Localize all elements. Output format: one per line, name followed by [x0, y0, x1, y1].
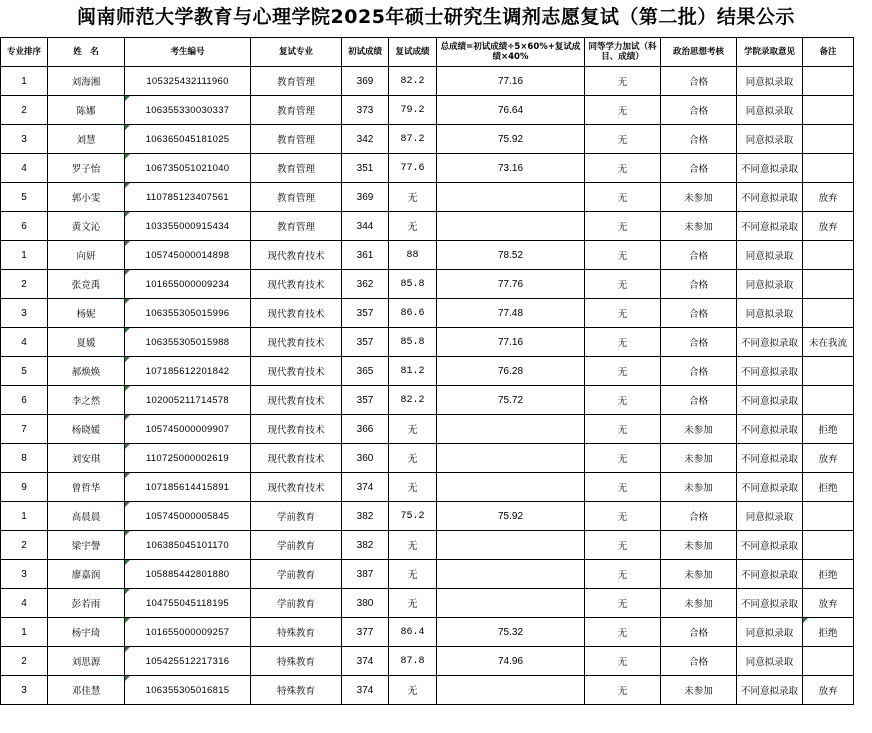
cell-name: 邓佳慧 [48, 676, 125, 705]
table-row [1, 183, 854, 212]
cell-political-review: 未参加 [661, 183, 737, 212]
cell-candidate-id: 105425512217316 [125, 647, 251, 676]
header-remarks: 备注 [803, 38, 854, 67]
cell-equivalent-exam: 无 [585, 67, 661, 96]
cell-retest-score: 无 [389, 415, 437, 444]
cell-remarks [803, 299, 854, 328]
cell-remarks [803, 270, 854, 299]
cell-remarks: 放弃 [803, 589, 854, 618]
cell-major: 现代教育技术 [251, 386, 342, 415]
cell-initial-score: 380 [342, 589, 389, 618]
cell-name: 夏媛 [48, 328, 125, 357]
cell-political-review: 合格 [661, 618, 737, 647]
cell-name: 李之然 [48, 386, 125, 415]
cell-major: 教育管理 [251, 183, 342, 212]
cell-retest-score: 无 [389, 676, 437, 705]
cell-rank: 1 [1, 67, 48, 96]
cell-political-review: 未参加 [661, 212, 737, 241]
cell-major: 教育管理 [251, 154, 342, 183]
cell-retest-score: 81.2 [389, 357, 437, 386]
cell-admission-opinion: 不同意拟录取 [737, 415, 803, 444]
cell-total-score [437, 589, 585, 618]
table-row [1, 502, 854, 531]
cell-major: 特殊教育 [251, 647, 342, 676]
cell-rank: 7 [1, 415, 48, 444]
cell-major: 现代教育技术 [251, 415, 342, 444]
cell-rank: 8 [1, 444, 48, 473]
cell-initial-score: 344 [342, 212, 389, 241]
cell-major: 现代教育技术 [251, 299, 342, 328]
cell-total-score: 76.64 [437, 96, 585, 125]
cell-candidate-id: 105745000014898 [125, 241, 251, 270]
cell-retest-score: 75.2 [389, 502, 437, 531]
cell-admission-opinion: 不同意拟录取 [737, 212, 803, 241]
table-row [1, 386, 854, 415]
cell-total-score [437, 676, 585, 705]
table-row [1, 647, 854, 676]
table-row [1, 531, 854, 560]
header-political-review: 政治思想考核 [661, 38, 737, 67]
cell-retest-score: 无 [389, 444, 437, 473]
cell-name: 郝焕焕 [48, 357, 125, 386]
cell-remarks: 放弃 [803, 183, 854, 212]
cell-political-review: 合格 [661, 125, 737, 154]
cell-remarks [803, 96, 854, 125]
cell-initial-score: 369 [342, 183, 389, 212]
cell-major: 现代教育技术 [251, 328, 342, 357]
cell-candidate-id: 106355305015996 [125, 299, 251, 328]
header-equivalent-exam: 同等学力加试（科目、成绩） [585, 38, 661, 67]
cell-candidate-id: 104755045118195 [125, 589, 251, 618]
cell-total-score: 74.96 [437, 647, 585, 676]
cell-candidate-id: 106355330030337 [125, 96, 251, 125]
cell-rank: 3 [1, 676, 48, 705]
cell-political-review: 合格 [661, 357, 737, 386]
cell-total-score [437, 473, 585, 502]
cell-rank: 5 [1, 357, 48, 386]
cell-candidate-id: 107185614415891 [125, 473, 251, 502]
header-retest-score: 复试成绩 [389, 38, 437, 67]
cell-major: 教育管理 [251, 212, 342, 241]
cell-admission-opinion: 同意拟录取 [737, 299, 803, 328]
cell-remarks [803, 241, 854, 270]
cell-name: 陈娜 [48, 96, 125, 125]
cell-retest-score: 无 [389, 560, 437, 589]
cell-name: 向妍 [48, 241, 125, 270]
table-row [1, 328, 854, 357]
cell-initial-score: 382 [342, 531, 389, 560]
cell-retest-score: 无 [389, 212, 437, 241]
cell-name: 杨妮 [48, 299, 125, 328]
cell-major: 学前教育 [251, 589, 342, 618]
cell-retest-score: 86.4 [389, 618, 437, 647]
cell-equivalent-exam: 无 [585, 531, 661, 560]
cell-initial-score: 357 [342, 299, 389, 328]
cell-initial-score: 373 [342, 96, 389, 125]
cell-rank: 3 [1, 560, 48, 589]
cell-name: 梁宇謦 [48, 531, 125, 560]
cell-remarks: 拒绝 [803, 415, 854, 444]
cell-total-score: 73.16 [437, 154, 585, 183]
cell-candidate-id: 102005211714578 [125, 386, 251, 415]
cell-total-score [437, 560, 585, 589]
cell-retest-score: 85.8 [389, 270, 437, 299]
cell-admission-opinion: 不同意拟录取 [737, 676, 803, 705]
cell-remarks [803, 154, 854, 183]
cell-political-review: 合格 [661, 328, 737, 357]
cell-remarks: 未在我流 [803, 328, 854, 357]
cell-political-review: 合格 [661, 386, 737, 415]
cell-total-score [437, 183, 585, 212]
cell-rank: 6 [1, 386, 48, 415]
cell-total-score [437, 212, 585, 241]
cell-total-score [437, 444, 585, 473]
cell-major: 现代教育技术 [251, 241, 342, 270]
cell-equivalent-exam: 无 [585, 589, 661, 618]
cell-retest-score: 85.8 [389, 328, 437, 357]
cell-equivalent-exam: 无 [585, 386, 661, 415]
cell-equivalent-exam: 无 [585, 676, 661, 705]
cell-candidate-id: 105885442801880 [125, 560, 251, 589]
cell-admission-opinion: 不同意拟录取 [737, 444, 803, 473]
table-row [1, 589, 854, 618]
cell-admission-opinion: 同意拟录取 [737, 67, 803, 96]
cell-equivalent-exam: 无 [585, 212, 661, 241]
cell-major: 教育管理 [251, 96, 342, 125]
table-row [1, 473, 854, 502]
cell-rank: 2 [1, 270, 48, 299]
cell-admission-opinion: 不同意拟录取 [737, 183, 803, 212]
cell-remarks: 拒绝 [803, 473, 854, 502]
cell-major: 现代教育技术 [251, 357, 342, 386]
cell-political-review: 未参加 [661, 589, 737, 618]
table-row [1, 560, 854, 589]
cell-initial-score: 357 [342, 386, 389, 415]
cell-rank: 9 [1, 473, 48, 502]
cell-equivalent-exam: 无 [585, 125, 661, 154]
cell-equivalent-exam: 无 [585, 444, 661, 473]
cell-retest-score: 82.2 [389, 386, 437, 415]
cell-remarks: 放弃 [803, 212, 854, 241]
cell-remarks [803, 647, 854, 676]
cell-political-review: 未参加 [661, 531, 737, 560]
cell-admission-opinion: 同意拟录取 [737, 96, 803, 125]
cell-initial-score: 362 [342, 270, 389, 299]
cell-name: 张竞禹 [48, 270, 125, 299]
table-row [1, 67, 854, 96]
cell-rank: 2 [1, 647, 48, 676]
cell-candidate-id: 106735051021040 [125, 154, 251, 183]
cell-total-score [437, 531, 585, 560]
cell-admission-opinion: 不同意拟录取 [737, 473, 803, 502]
cell-remarks: 拒绝 [803, 618, 854, 647]
cell-retest-score: 无 [389, 183, 437, 212]
cell-candidate-id: 106365045181025 [125, 125, 251, 154]
cell-political-review: 合格 [661, 96, 737, 125]
cell-name: 曾哲华 [48, 473, 125, 502]
cell-admission-opinion: 不同意拟录取 [737, 328, 803, 357]
cell-retest-score: 87.8 [389, 647, 437, 676]
cell-total-score: 77.16 [437, 67, 585, 96]
cell-remarks: 拒绝 [803, 560, 854, 589]
table-row [1, 270, 854, 299]
cell-total-score: 75.72 [437, 386, 585, 415]
cell-initial-score: 365 [342, 357, 389, 386]
cell-initial-score: 374 [342, 473, 389, 502]
cell-initial-score: 377 [342, 618, 389, 647]
cell-admission-opinion: 不同意拟录取 [737, 560, 803, 589]
cell-equivalent-exam: 无 [585, 299, 661, 328]
cell-political-review: 未参加 [661, 415, 737, 444]
cell-rank: 6 [1, 212, 48, 241]
cell-political-review: 未参加 [661, 473, 737, 502]
cell-rank: 1 [1, 502, 48, 531]
table-row [1, 96, 854, 125]
cell-total-score: 75.32 [437, 618, 585, 647]
cell-total-score: 75.92 [437, 125, 585, 154]
cell-rank: 1 [1, 241, 48, 270]
cell-equivalent-exam: 无 [585, 618, 661, 647]
cell-admission-opinion: 不同意拟录取 [737, 386, 803, 415]
cell-candidate-id: 105745000005845 [125, 502, 251, 531]
cell-initial-score: 357 [342, 328, 389, 357]
cell-remarks [803, 531, 854, 560]
cell-name: 杨宇琦 [48, 618, 125, 647]
cell-candidate-id: 110785123407561 [125, 183, 251, 212]
cell-initial-score: 342 [342, 125, 389, 154]
cell-remarks [803, 357, 854, 386]
cell-admission-opinion: 同意拟录取 [737, 618, 803, 647]
cell-initial-score: 374 [342, 647, 389, 676]
cell-admission-opinion: 不同意拟录取 [737, 154, 803, 183]
cell-total-score: 77.76 [437, 270, 585, 299]
table-row [1, 415, 854, 444]
table-row [1, 676, 854, 705]
cell-major: 学前教育 [251, 502, 342, 531]
cell-initial-score: 382 [342, 502, 389, 531]
cell-initial-score: 366 [342, 415, 389, 444]
cell-candidate-id: 106355305016815 [125, 676, 251, 705]
cell-equivalent-exam: 无 [585, 647, 661, 676]
cell-name: 刘安琪 [48, 444, 125, 473]
cell-remarks [803, 386, 854, 415]
cell-candidate-id: 105745000009907 [125, 415, 251, 444]
table-row [1, 357, 854, 386]
header-rank: 专业排序 [1, 38, 48, 67]
results-table [0, 37, 854, 705]
cell-equivalent-exam: 无 [585, 270, 661, 299]
cell-equivalent-exam: 无 [585, 183, 661, 212]
cell-admission-opinion: 不同意拟录取 [737, 357, 803, 386]
cell-equivalent-exam: 无 [585, 357, 661, 386]
table-row [1, 444, 854, 473]
cell-candidate-id: 110725000002619 [125, 444, 251, 473]
cell-name: 刘海湘 [48, 67, 125, 96]
cell-equivalent-exam: 无 [585, 154, 661, 183]
cell-retest-score: 无 [389, 531, 437, 560]
cell-remarks: 放弃 [803, 676, 854, 705]
cell-candidate-id: 101655000009234 [125, 270, 251, 299]
header-name: 姓 名 [48, 38, 125, 67]
cell-remarks: 放弃 [803, 444, 854, 473]
cell-equivalent-exam: 无 [585, 560, 661, 589]
table-row [1, 299, 854, 328]
cell-total-score: 76.28 [437, 357, 585, 386]
cell-political-review: 合格 [661, 299, 737, 328]
cell-admission-opinion: 同意拟录取 [737, 241, 803, 270]
cell-rank: 3 [1, 299, 48, 328]
cell-rank: 2 [1, 96, 48, 125]
cell-total-score: 77.16 [437, 328, 585, 357]
cell-admission-opinion: 同意拟录取 [737, 125, 803, 154]
cell-initial-score: 374 [342, 676, 389, 705]
table-row [1, 212, 854, 241]
cell-admission-opinion: 不同意拟录取 [737, 589, 803, 618]
cell-name: 高晨晨 [48, 502, 125, 531]
cell-major: 特殊教育 [251, 676, 342, 705]
cell-name: 彭若雨 [48, 589, 125, 618]
cell-major: 现代教育技术 [251, 473, 342, 502]
table-row [1, 618, 854, 647]
cell-name: 廖嘉润 [48, 560, 125, 589]
cell-retest-score: 无 [389, 473, 437, 502]
table-row [1, 241, 854, 270]
cell-initial-score: 360 [342, 444, 389, 473]
cell-name: 刘慧 [48, 125, 125, 154]
cell-retest-score: 77.6 [389, 154, 437, 183]
page-title: 闽南师范大学教育与心理学院2025年硕士研究生调剂志愿复试（第二批）结果公示 [77, 6, 795, 28]
cell-political-review: 合格 [661, 67, 737, 96]
cell-political-review: 未参加 [661, 444, 737, 473]
header-admission-opinion: 学院录取意见 [737, 38, 803, 67]
cell-name: 刘思源 [48, 647, 125, 676]
header-candidate-id: 考生编号 [125, 38, 251, 67]
cell-remarks [803, 502, 854, 531]
cell-political-review: 合格 [661, 270, 737, 299]
header-major: 复试专业 [251, 38, 342, 67]
cell-equivalent-exam: 无 [585, 96, 661, 125]
cell-remarks [803, 67, 854, 96]
cell-major: 教育管理 [251, 125, 342, 154]
cell-political-review: 合格 [661, 502, 737, 531]
cell-equivalent-exam: 无 [585, 241, 661, 270]
cell-major: 学前教育 [251, 531, 342, 560]
header-row [1, 38, 854, 67]
cell-retest-score: 79.2 [389, 96, 437, 125]
cell-equivalent-exam: 无 [585, 502, 661, 531]
header-total-score: 总成绩=初试成绩÷5×60%+复试成绩×40% [437, 38, 585, 67]
cell-candidate-id: 103355000915434 [125, 212, 251, 241]
cell-retest-score: 88 [389, 241, 437, 270]
cell-retest-score: 87.2 [389, 125, 437, 154]
cell-equivalent-exam: 无 [585, 473, 661, 502]
cell-rank: 3 [1, 125, 48, 154]
header-initial-score: 初试成绩 [342, 38, 389, 67]
cell-admission-opinion: 同意拟录取 [737, 270, 803, 299]
cell-rank: 4 [1, 154, 48, 183]
cell-political-review: 未参加 [661, 560, 737, 589]
cell-admission-opinion: 不同意拟录取 [737, 531, 803, 560]
cell-total-score [437, 415, 585, 444]
cell-rank: 4 [1, 328, 48, 357]
cell-major: 现代教育技术 [251, 270, 342, 299]
cell-name: 杨晓媛 [48, 415, 125, 444]
cell-rank: 1 [1, 618, 48, 647]
cell-name: 罗子怡 [48, 154, 125, 183]
cell-candidate-id: 107185612201842 [125, 357, 251, 386]
cell-retest-score: 82.2 [389, 67, 437, 96]
cell-initial-score: 361 [342, 241, 389, 270]
cell-candidate-id: 106385045101170 [125, 531, 251, 560]
cell-remarks [803, 125, 854, 154]
cell-candidate-id: 106355305015988 [125, 328, 251, 357]
cell-initial-score: 369 [342, 67, 389, 96]
cell-name: 黄文沁 [48, 212, 125, 241]
cell-major: 学前教育 [251, 560, 342, 589]
cell-equivalent-exam: 无 [585, 328, 661, 357]
cell-total-score: 77.48 [437, 299, 585, 328]
cell-retest-score: 86.6 [389, 299, 437, 328]
cell-name: 郭小雯 [48, 183, 125, 212]
cell-rank: 4 [1, 589, 48, 618]
cell-political-review: 合格 [661, 154, 737, 183]
cell-admission-opinion: 同意拟录取 [737, 647, 803, 676]
cell-total-score: 75.92 [437, 502, 585, 531]
cell-initial-score: 387 [342, 560, 389, 589]
cell-initial-score: 351 [342, 154, 389, 183]
cell-political-review: 合格 [661, 647, 737, 676]
table-row [1, 125, 854, 154]
cell-admission-opinion: 同意拟录取 [737, 502, 803, 531]
table-row [1, 154, 854, 183]
cell-rank: 5 [1, 183, 48, 212]
cell-candidate-id: 101655000009257 [125, 618, 251, 647]
cell-candidate-id: 105325432111960 [125, 67, 251, 96]
cell-major: 特殊教育 [251, 618, 342, 647]
cell-political-review: 合格 [661, 241, 737, 270]
cell-major: 现代教育技术 [251, 444, 342, 473]
cell-rank: 2 [1, 531, 48, 560]
cell-political-review: 未参加 [661, 676, 737, 705]
cell-total-score: 78.52 [437, 241, 585, 270]
cell-retest-score: 无 [389, 589, 437, 618]
cell-equivalent-exam: 无 [585, 415, 661, 444]
cell-major: 教育管理 [251, 67, 342, 96]
